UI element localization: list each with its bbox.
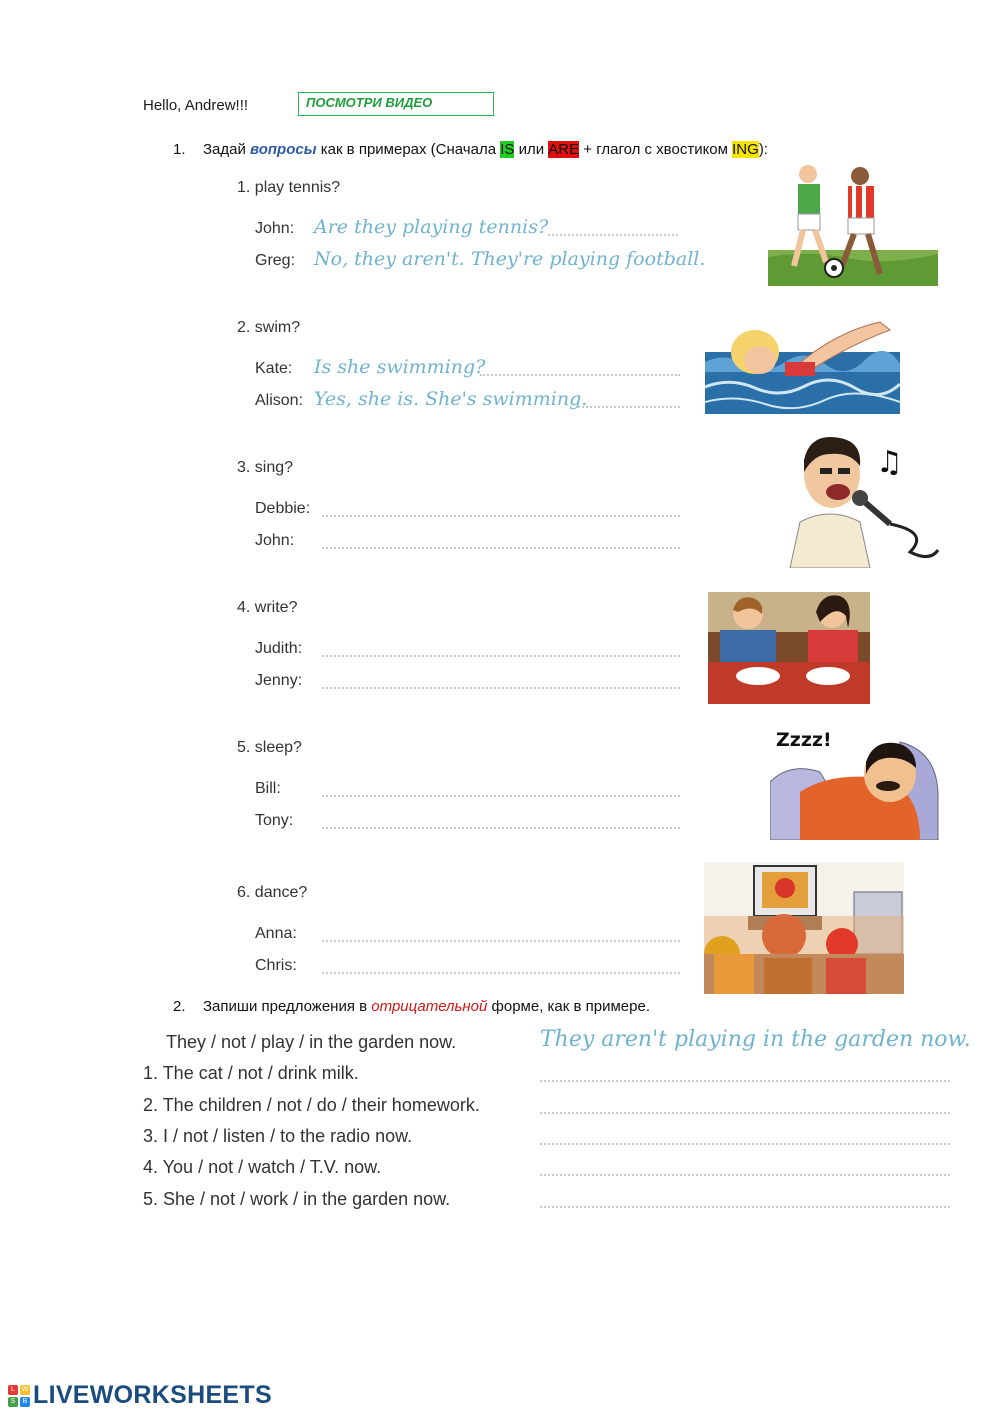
logo-cell: S — [8, 1397, 18, 1407]
speaker-label: Kate: — [255, 360, 293, 377]
speaker-label: Judith: — [255, 640, 303, 657]
singer-illustration — [780, 432, 940, 568]
logo-cell: L — [8, 1385, 18, 1395]
answer-input-line[interactable] — [322, 535, 680, 549]
task2-text: форме, как в примере. — [487, 998, 650, 1015]
example-answer: Is she swimming? — [314, 356, 486, 378]
sentence-prompt: 5. She / not / work / in the garden now. — [143, 1189, 451, 1209]
example-answer: Yes, she is. She's swimming. — [314, 388, 588, 410]
tv-room-illustration — [704, 862, 904, 994]
exercise-title: 5. sleep? — [237, 739, 302, 756]
speaker-label: Jenny: — [255, 672, 303, 689]
task1-text: ): — [758, 141, 768, 158]
answer-input-line[interactable] — [322, 815, 680, 829]
exercise-title: 1. play tennis? — [237, 179, 341, 196]
sentence-prompt: 1. The cat / not / drink milk. — [143, 1063, 359, 1083]
dinner-table-illustration — [708, 592, 870, 704]
answer-input-line[interactable] — [322, 643, 680, 657]
answer-input-line[interactable] — [322, 675, 680, 689]
task1-instruction — [173, 141, 768, 158]
speaker-label: Greg: — [255, 252, 296, 269]
answer-input-line[interactable] — [322, 928, 680, 942]
answer-line — [480, 362, 680, 376]
exercise-title: 6. dance? — [237, 884, 308, 901]
task1-text: или — [514, 141, 549, 158]
svg-text:♫: ♫ — [876, 445, 903, 480]
logo-mark-icon — [8, 1385, 30, 1407]
swimmer-illustration — [705, 312, 900, 414]
is-highlight: IS — [500, 141, 515, 158]
example-answer: They aren't playing in the garden now. — [540, 1027, 971, 1052]
speaker-label: John: — [255, 532, 295, 549]
answer-input-line[interactable] — [322, 503, 680, 517]
answer-input-line[interactable] — [540, 1162, 950, 1176]
zzz-text: Zzzz! — [776, 729, 832, 751]
task1-keyword: вопросы — [250, 141, 317, 158]
answer-input-line[interactable] — [540, 1068, 950, 1082]
sentence-prompt: 4. You / not / watch / T.V. now. — [143, 1157, 382, 1177]
are-highlight: ARE — [548, 141, 580, 158]
exercise-title: 3. sing? — [237, 459, 294, 476]
ing-highlight: ING — [732, 141, 759, 158]
task2-keyword: отрицательной — [371, 998, 488, 1015]
example-answer: No, they aren't. They're playing football. — [314, 248, 706, 270]
logo-cell: W — [21, 1385, 29, 1393]
liveworksheets-logo[interactable] — [8, 1381, 272, 1410]
task1-text: Задай — [203, 141, 251, 158]
task1-text: + глагол с хвостиком — [579, 141, 733, 158]
speaker-label: Alison: — [255, 392, 304, 409]
answer-line — [578, 394, 680, 408]
answer-line — [548, 222, 678, 236]
logo-cell: B — [20, 1397, 30, 1407]
task1-number: 1. — [173, 141, 186, 158]
task1-text: как в примерах (Сначала — [316, 141, 501, 158]
answer-input-line[interactable] — [322, 960, 680, 974]
greeting: Hello, Andrew!!! — [143, 97, 249, 114]
speaker-label: Tony: — [255, 812, 294, 829]
task2-instruction — [173, 998, 650, 1015]
answer-input-line[interactable] — [540, 1131, 950, 1145]
speaker-label: Chris: — [255, 957, 297, 974]
task2-number: 2. — [173, 998, 186, 1015]
logo-text: LIVEWORKSHEETS — [33, 1381, 272, 1409]
speaker-label: Anna: — [255, 925, 297, 942]
example-answer: Are they playing tennis? — [314, 216, 549, 238]
speaker-label: Debbie: — [255, 500, 311, 517]
football-players-illustration — [768, 162, 938, 286]
answer-input-line[interactable] — [322, 783, 680, 797]
speaker-label: Bill: — [255, 780, 281, 797]
sleeping-man-illustration — [770, 722, 940, 840]
exercise-title: 2. swim? — [237, 319, 301, 336]
watch-video-button[interactable]: ПОСМОТРИ ВИДЕО — [298, 92, 494, 116]
sentence-prompt: 2. The children / not / do / their homework. — [143, 1095, 480, 1115]
answer-input-line[interactable] — [540, 1100, 950, 1114]
example-prompt: They / not / play / in the garden now. — [166, 1032, 457, 1052]
sentence-prompt: 3. I / not / listen / to the radio now. — [143, 1126, 413, 1146]
task2-text: Запиши предложения в — [203, 998, 372, 1015]
answer-input-line[interactable] — [540, 1194, 950, 1208]
exercise-title: 4. write? — [237, 599, 298, 616]
speaker-label: John: — [255, 220, 295, 237]
